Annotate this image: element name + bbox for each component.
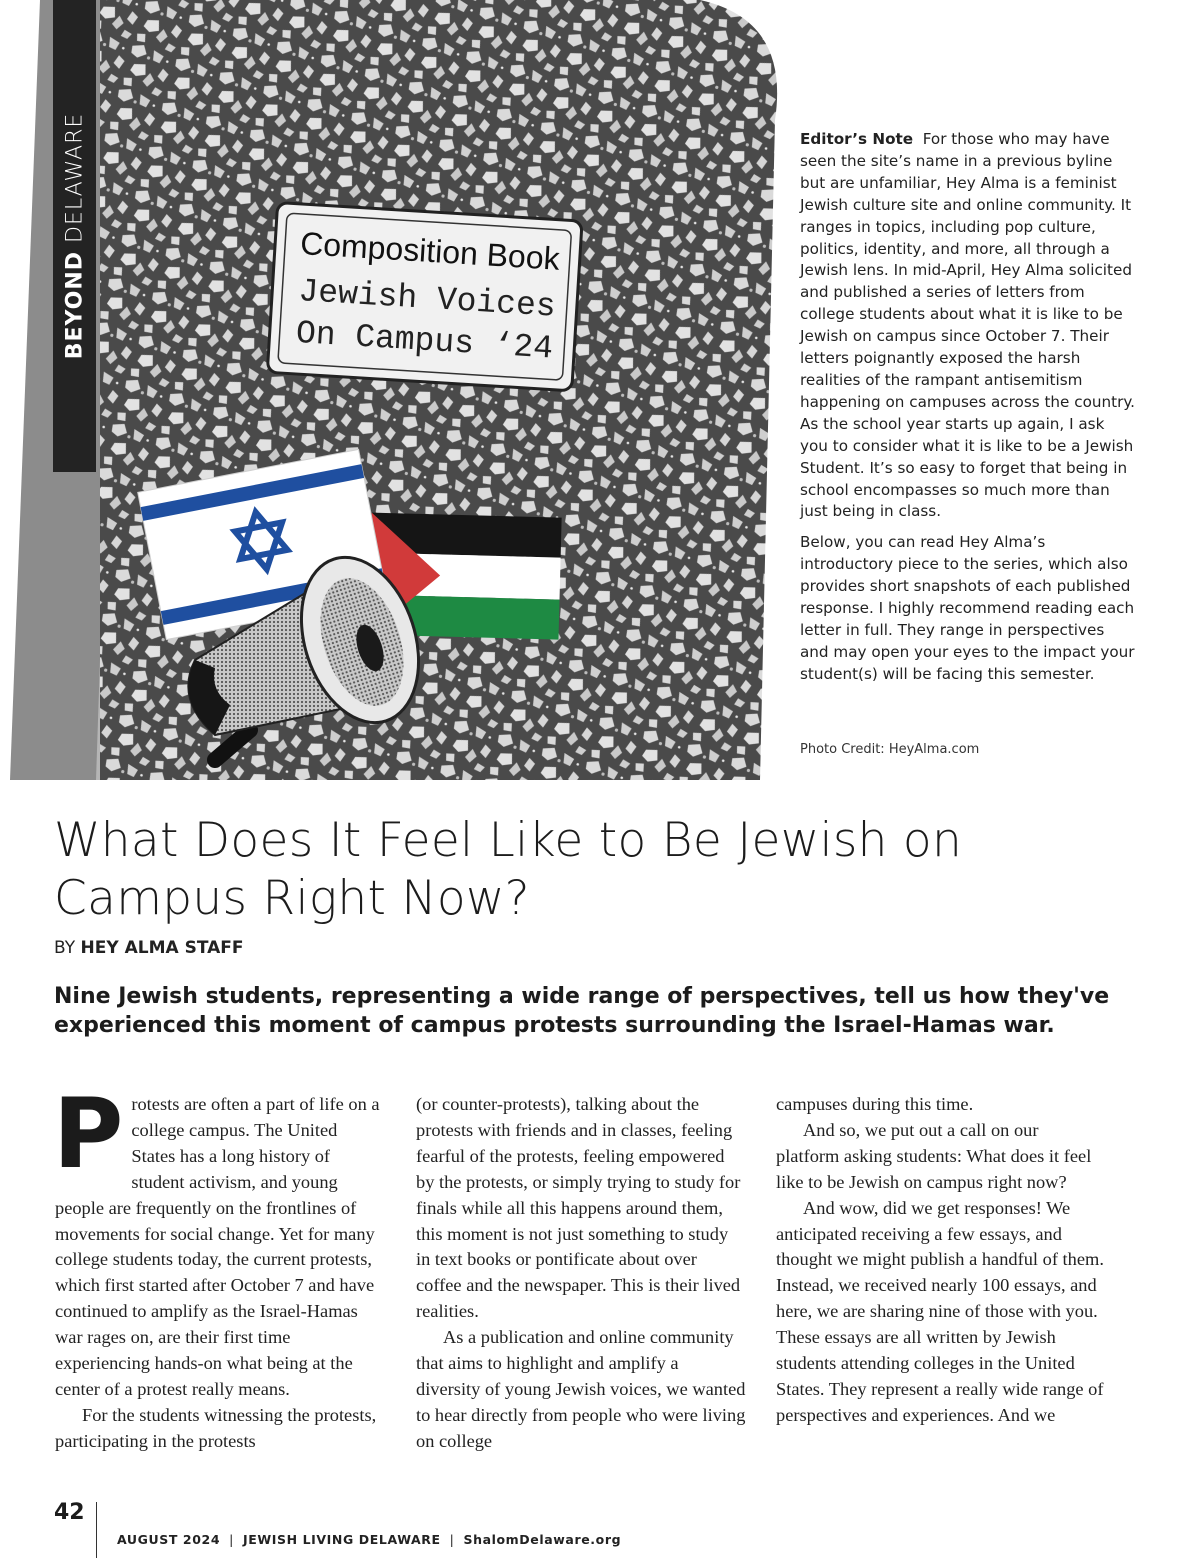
body-paragraph: campuses during this time. — [776, 1094, 974, 1114]
editor-note-para-2: Below, you can read Hey Alma’s introductory piece to the series, which also provides short snapshots of each published response. I highly recommend reading each letter in full. They range in perspectives and may open your eyes to the impact your student(s) will be facing this semester. — [800, 533, 1135, 683]
body-text: rotests are often a part of life on a college campus. The United States has a long history of student activism, and young people are frequently on the frontlines of movements for social change. Yet for many college students today, the current protests, which first started after October 7 and have continued to amplify as the Israel-Hamas war rages on, are their first time experiencing hands-on what being at the center of a protest really means. — [55, 1094, 380, 1399]
footer-website: ShalomDelaware.org — [463, 1532, 622, 1547]
footer-divider — [96, 1502, 97, 1558]
article-title: What Does It Feel Like to Be Jewish on Campus Right Now? — [54, 813, 963, 926]
drop-cap: P — [53, 1078, 124, 1190]
body-paragraph — [53, 1078, 385, 1403]
editor-note — [800, 129, 1135, 695]
body-paragraph: As a publication and online community that aims to highlight and amplify a diversity of young Jewish voices, we wanted to hear directly from people who were living on college — [416, 1327, 746, 1451]
footer-issue: AUGUST 2024 — [117, 1532, 221, 1547]
footer-separator: | — [229, 1532, 234, 1547]
editor-note-lead: Editor’s Note — [800, 130, 914, 148]
section-tab-label — [62, 113, 87, 360]
footer-publication: JEWISH LIVING DELAWARE — [242, 1532, 441, 1547]
body-column-3 — [776, 1092, 1106, 1429]
byline-author: HEY ALMA STAFF — [80, 938, 244, 958]
label-line-2: On Campus ‘24 — [294, 314, 555, 368]
photo-credit: Photo Credit: HeyAlma.com — [800, 742, 980, 757]
cover-illustration — [0, 0, 790, 780]
label-title: Composition Book — [299, 225, 561, 277]
byline-prefix: BY — [54, 938, 76, 958]
composition-label — [267, 203, 582, 391]
composition-notebook-art — [0, 0, 790, 780]
page-number: 42 — [54, 1500, 85, 1525]
body-paragraph: (or counter-protests), talking about the protests with friends and in classes, feeling fearful of the protests, feeling empowered by the protests, or simply trying to study for finals while all this happens around them, this moment is not just something to study in text books or pontificate about over coffee and the newspaper. This is their lived realities. — [416, 1094, 741, 1322]
section-tab — [53, 0, 96, 472]
body-paragraph: And so, we put out a call on our platform asking students: What does it feel like to be Jewish on campus right now? — [776, 1119, 1092, 1192]
article-deck: Nine Jewish students, representing a wide range of perspectives, tell us how they've experienced this moment of campus protests surrounding the Israel-Hamas war. — [54, 984, 1110, 1038]
section-tab-light: DELAWARE — [62, 112, 87, 243]
running-footer — [117, 1532, 621, 1547]
editor-note-para-1 — [800, 129, 1135, 523]
body-paragraph: And wow, did we get responses! We anticipated receiving a few essays, and thought we might publish a handful of them. Instead, we received nearly 100 essays, and here, we are sharing nine of those with you. These essays are all written by Jewish students attending colleges in the United States. They represent a really wide range of perspectives and experiences. And we — [776, 1197, 1104, 1425]
footer-separator: | — [449, 1532, 455, 1547]
byline — [54, 938, 243, 958]
body-column-2 — [416, 1092, 746, 1455]
body-column-1 — [53, 1078, 385, 1455]
editor-note-text-1: For those who may have seen the site’s name in a previous byline but are unfamiliar, Hey Alma is a feminist Jewish culture site and online community. It ranges in topics, including pop culture, politics, identity, and more, all through a Jewish lens. In mid-April, Hey Alma solicited and published a series of letters from college students about what it is like to be Jewish on campus since October 7. Their letters poignantly exposed the harsh realities of the rampant antisemitism happening on campuses across the country. As the school year starts up again, I ask you to consider what it is like to be a Jewish Student. It’s so easy to forget that being in school encompasses so much more than just being in class. — [800, 130, 1135, 521]
label-line-1: Jewish Voices — [297, 272, 557, 326]
section-tab-bold: BEYOND — [62, 250, 87, 360]
body-paragraph: For the students witnessing the protests, participating in the protests — [55, 1404, 377, 1451]
